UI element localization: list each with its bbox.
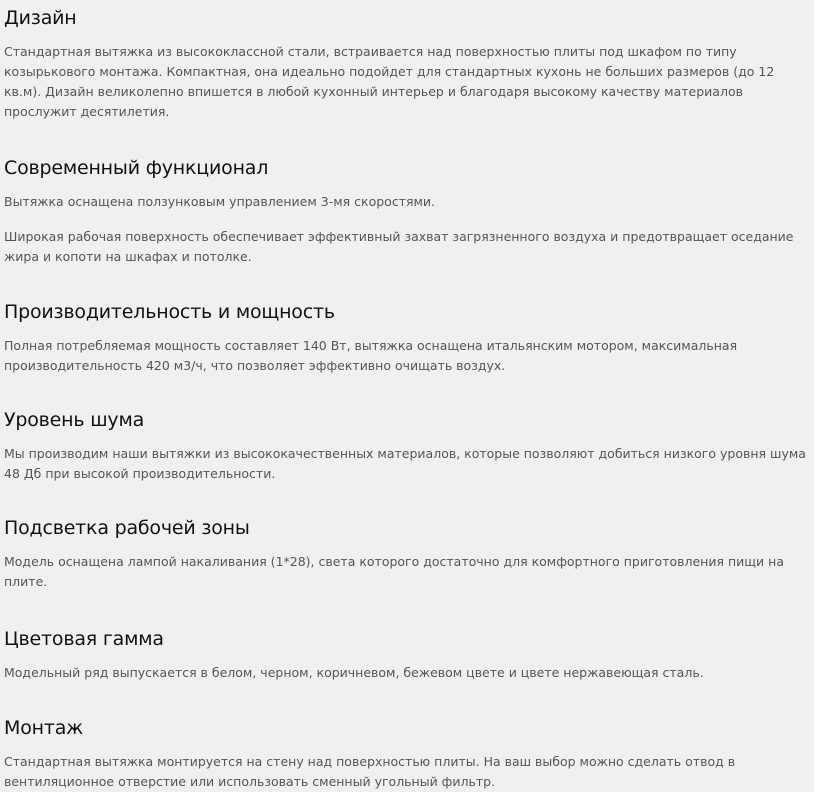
section-paragraph: Стандартная вытяжка монтируется на стену над поверхностью плиты. На ваш выбор можно сделать отвод в вентиляционное отверстие или использовать сменный угольный фильтр.: [4, 754, 736, 789]
section-paragraph: Модель оснащена лампой накаливания (1*28), света которого достаточно для комфортного приготовления пищи на плите.: [4, 554, 784, 589]
section-color-range: [4, 592, 810, 683]
section-paragraph: Мы производим наши вытяжки из высококачественных материалов, которые позволяют добиться низкого уровня шума 48 Дб при высокой производительности.: [4, 446, 806, 481]
section-paragraph: Полная потребляемая мощность составляет 140 Вт, вытяжка оснащена итальянским мотором, максимальная производительность 420 м3/ч, что позволяет эффективно очищать воздух.: [4, 338, 738, 373]
section-heading: Производительность и мощность: [4, 301, 335, 323]
section-design: [4, 0, 810, 122]
product-description: [4, 0, 810, 792]
section-paragraph: Стандартная вытяжка из высококлассной стали, встраивается над поверхностью плиты под шкафом по типу козырькового монтажа. Компактная, она идеально подойдет для стандартных кухонь не больших размеров (до 12 кв.м). Дизайн великолепно впишется в любой кухонный интерьер и благодаря высокому качеству материалов прослужит десятилетия.: [4, 44, 775, 119]
section-heading: Современный функционал: [4, 157, 269, 179]
section-performance: [4, 267, 810, 376]
section-heading: Подсветка рабочей зоны: [4, 517, 250, 539]
section-functionality: [4, 122, 810, 267]
section-heading: Монтаж: [4, 717, 84, 739]
section-paragraph: Вытяжка оснащена ползунковым управлением 3-мя скоростями.: [4, 194, 436, 209]
section-heading: Дизайн: [4, 7, 77, 29]
section-paragraph: Широкая рабочая поверхность обеспечивает эффективный захват загрязненного воздуха и предотвращает оседание жира и копоти на шкафах и потолке.: [4, 229, 794, 264]
section-noise-level: [4, 376, 810, 484]
section-installation: [4, 683, 810, 792]
section-heading: Уровень шума: [4, 409, 145, 431]
section-lighting: [4, 484, 810, 592]
section-paragraph: Модельный ряд выпускается в белом, черном, коричневом, бежевом цвете и цвете нержавеющая сталь.: [4, 665, 704, 680]
section-heading: Цветовая гамма: [4, 628, 164, 650]
